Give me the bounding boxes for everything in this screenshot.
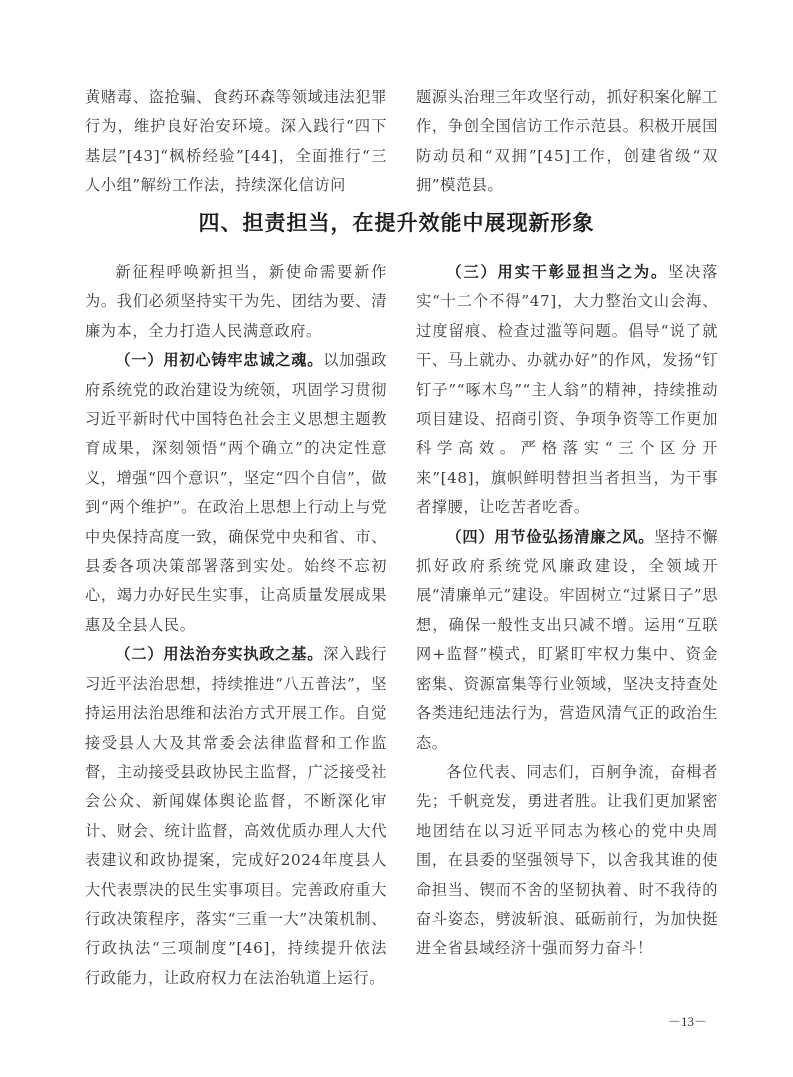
item-title: （一）用初心铸牢忠诚之魂。 [115, 351, 324, 370]
continued-paragraph: 黄赌毒、盗抢骗、食药环森等领域违法犯罪行为，维护良好治安环境。深入践行“四下基层”[43]“枫桥经验”[44]，全面推行“三人小组”解纷工作法，持续深化信访问 [85, 88, 387, 195]
item-paragraph [416, 523, 718, 758]
page-number: －13－ [668, 1014, 708, 1029]
body-left-column [85, 258, 387, 993]
item-paragraph [85, 640, 387, 993]
item-title: （四）用节俭弘扬清廉之风。 [446, 527, 655, 546]
item-text: 以加强政府系统党的政治建设为统领，巩固学习贯彻习近平新时代中国特色社会主义思想主题教育成果，深刻领悟“两个确立”的决定性意义，增强“四个意识”，坚定“四个自信”，做到“两个维护”。在政治上思想上行动上与党中央保持高度一致，确保党中央和省、市、县委各项决策部署落到实处。始终不忘初心，竭力办好民生实事，让高质量发展成果惠及全县人民。 [85, 351, 387, 634]
item-paragraph [416, 258, 718, 523]
item-title: （三）用实干彰显担当之为。 [446, 263, 669, 281]
item-title: （二）用法治夯实执政之基。 [115, 645, 324, 664]
item-text: 坚决落实“十二个不得”47]，大力整治文山会海、过度留痕、检查过滥等问题。倡导“说了就干、马上就办、办就办好”的作风，发扬“钉钉子”“啄木鸟”“主人翁”的精神，持续推动项目建设、招商引资、争项争资等工作更加科学高效。严格落实“三个区分开来”[48]，旗帜鲜明替担当者担当，为干事者撑腰，让吃苦者吃香。 [416, 263, 718, 517]
item-paragraph [85, 346, 387, 640]
top-left-column [85, 83, 387, 201]
body-right-column [416, 258, 718, 964]
item-text: 坚持不懈抓好政府系统党风廉政建设，全领域开展“清廉单元”建设。牢固树立“过紧日子”思想，确保一般性支出只减不增。运用“互联网+监督”模式，盯紧盯牢权力集中、资金密集、资源富集等行业领域，坚决支持查处各类违纪违法行为，营造风清气正的政治生态。 [416, 527, 718, 752]
item-text: 深入践行习近平法治思想，持续推进“八五普法”，坚持运用法治思维和法治方式开展工作。自觉接受县人大及其常委会法律监督和工作监督，主动接受县政协民主监督，广泛接受社会公众、新闻媒体舆论监督，不断深化审计、财会、统计监督，高效优质办理人大代表建议和政协提案，完成好2024年度县人大代表票决的民生实事项目。完善政府重大行政决策程序，落实“三重一大”决策机制、行政执法“三项制度”[46]，持续提升依法行政能力，让政府权力在法治轨道上运行。 [85, 645, 387, 987]
continued-paragraph: 题源头治理三年攻坚行动，抓好积案化解工作，争创全国信访工作示范县。积极开展国防动员和“双拥”[45]工作，创建省级“双拥”模范县。 [416, 88, 718, 195]
intro-paragraph: 新征程呼唤新担当，新使命需要新作为。我们必须坚持实干为先、团结为要、清廉为本，全力打造人民满意政府。 [85, 263, 387, 340]
section-heading: 四、担责担当，在提升效能中展现新形象 [198, 211, 595, 235]
top-right-column [416, 83, 718, 201]
closing-paragraph: 各位代表、同志们，百舸争流，奋楫者先；千帆竞发，勇进者胜。让我们更加紧密地团结在以习近平同志为核心的党中央周围，在县委的坚强领导下，以舍我其谁的使命担当、锲而不舍的坚韧执着、时不我待的奋斗姿态，劈波斩浪、砥砺前行，为加快挺进全省县域经济十强而努力奋斗！ [416, 762, 718, 958]
